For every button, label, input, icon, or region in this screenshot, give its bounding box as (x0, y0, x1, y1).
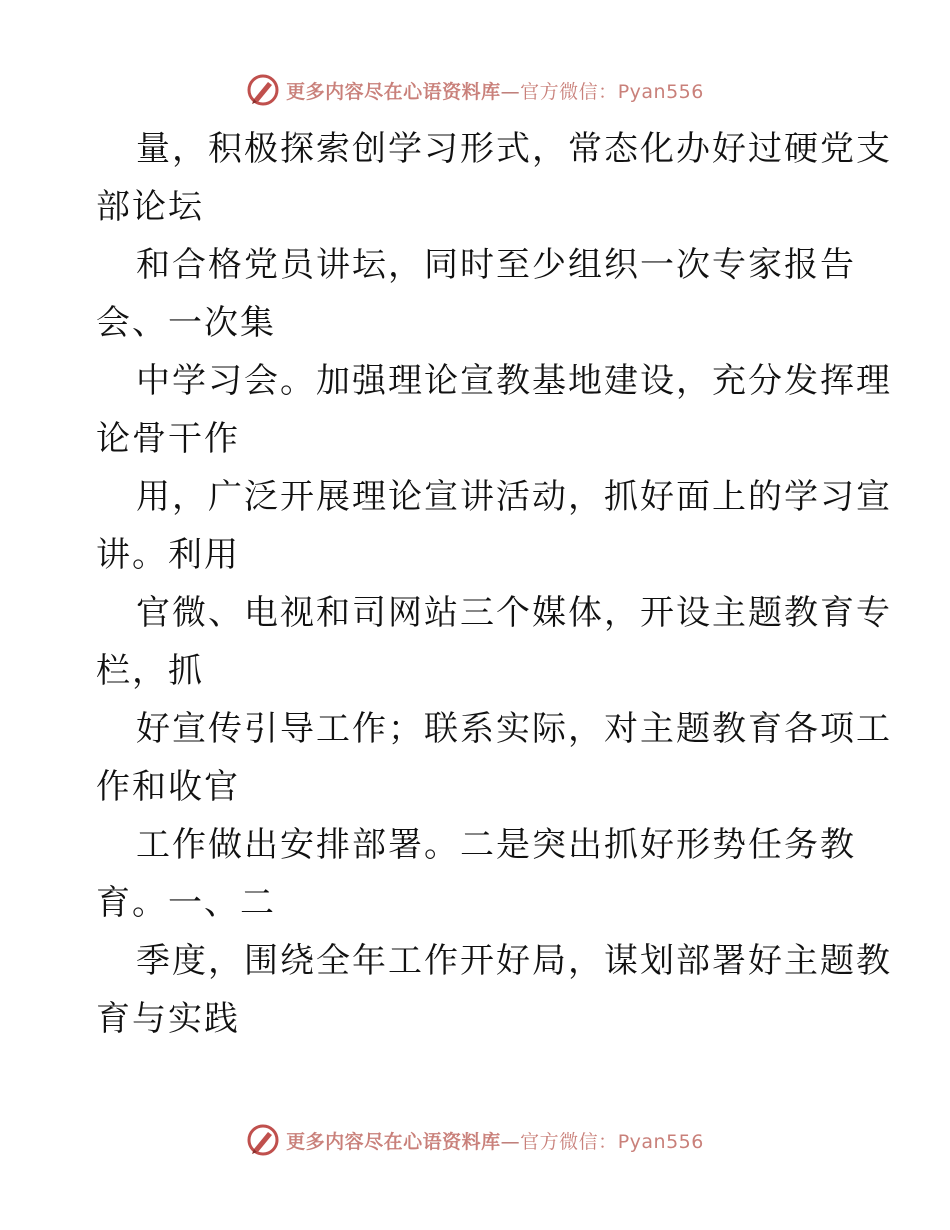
paragraph (96, 700, 892, 816)
paragraph-line: 官微、电视和司网站三个媒体，开设主题教育专 (136, 593, 892, 633)
pen-logo-icon (246, 73, 280, 107)
paragraph-line: 中学习会。加强理论宣教基地建设，充分发挥理 (136, 361, 892, 401)
watermark-site-text: 更多内容尽在心语资料库 (286, 1130, 501, 1153)
footer-watermark (0, 1120, 950, 1160)
paragraph (96, 120, 892, 236)
paragraph (96, 932, 892, 1048)
paragraph-line-wrap: 育。一、二 (96, 883, 276, 923)
paragraph-line-wrap: 作和收官 (96, 767, 240, 807)
paragraph (96, 584, 892, 700)
watermark-wechat-handle: Pyan556 (617, 80, 704, 103)
paragraph-line-wrap: 论骨干作 (96, 419, 240, 459)
paragraph-line: 好宣传引导工作；联系实际，对主题教育各项工 (136, 709, 892, 749)
document-body (96, 120, 892, 1048)
header-watermark (0, 70, 950, 110)
paragraph-line-wrap: 会、一次集 (96, 303, 276, 343)
paragraph (96, 352, 892, 468)
pen-logo-icon (246, 1123, 280, 1157)
watermark-dash: — (500, 80, 521, 103)
paragraph-line: 和合格党员讲坛，同时至少组织一次专家报告 (136, 245, 856, 285)
paragraph-line-wrap: 部论坛 (96, 187, 204, 227)
paragraph (96, 236, 856, 352)
paragraph-line: 季度，围绕全年工作开好局，谋划部署好主题教 (136, 941, 892, 981)
watermark-wechat-label: 官方微信： (520, 80, 618, 103)
watermark-text (286, 77, 704, 104)
paragraph-line: 量，积极探索创学习形式，常态化办好过硬党支 (136, 129, 892, 169)
watermark-site-text: 更多内容尽在心语资料库 (286, 80, 501, 103)
watermark-text (286, 1127, 704, 1154)
watermark-wechat-label: 官方微信： (520, 1130, 618, 1153)
paragraph-line-wrap: 育与实践 (96, 999, 240, 1039)
paragraph-line: 用，广泛开展理论宣讲活动，抓好面上的学习宣 (136, 477, 892, 517)
watermark-wechat-handle: Pyan556 (617, 1130, 704, 1153)
paragraph-line: 工作做出安排部署。二是突出抓好形势任务教 (136, 825, 856, 865)
paragraph-line-wrap: 讲。利用 (96, 535, 240, 575)
paragraph (96, 468, 892, 584)
paragraph (96, 816, 856, 932)
paragraph-line-wrap: 栏，抓 (96, 651, 204, 691)
watermark-dash: — (500, 1130, 521, 1153)
